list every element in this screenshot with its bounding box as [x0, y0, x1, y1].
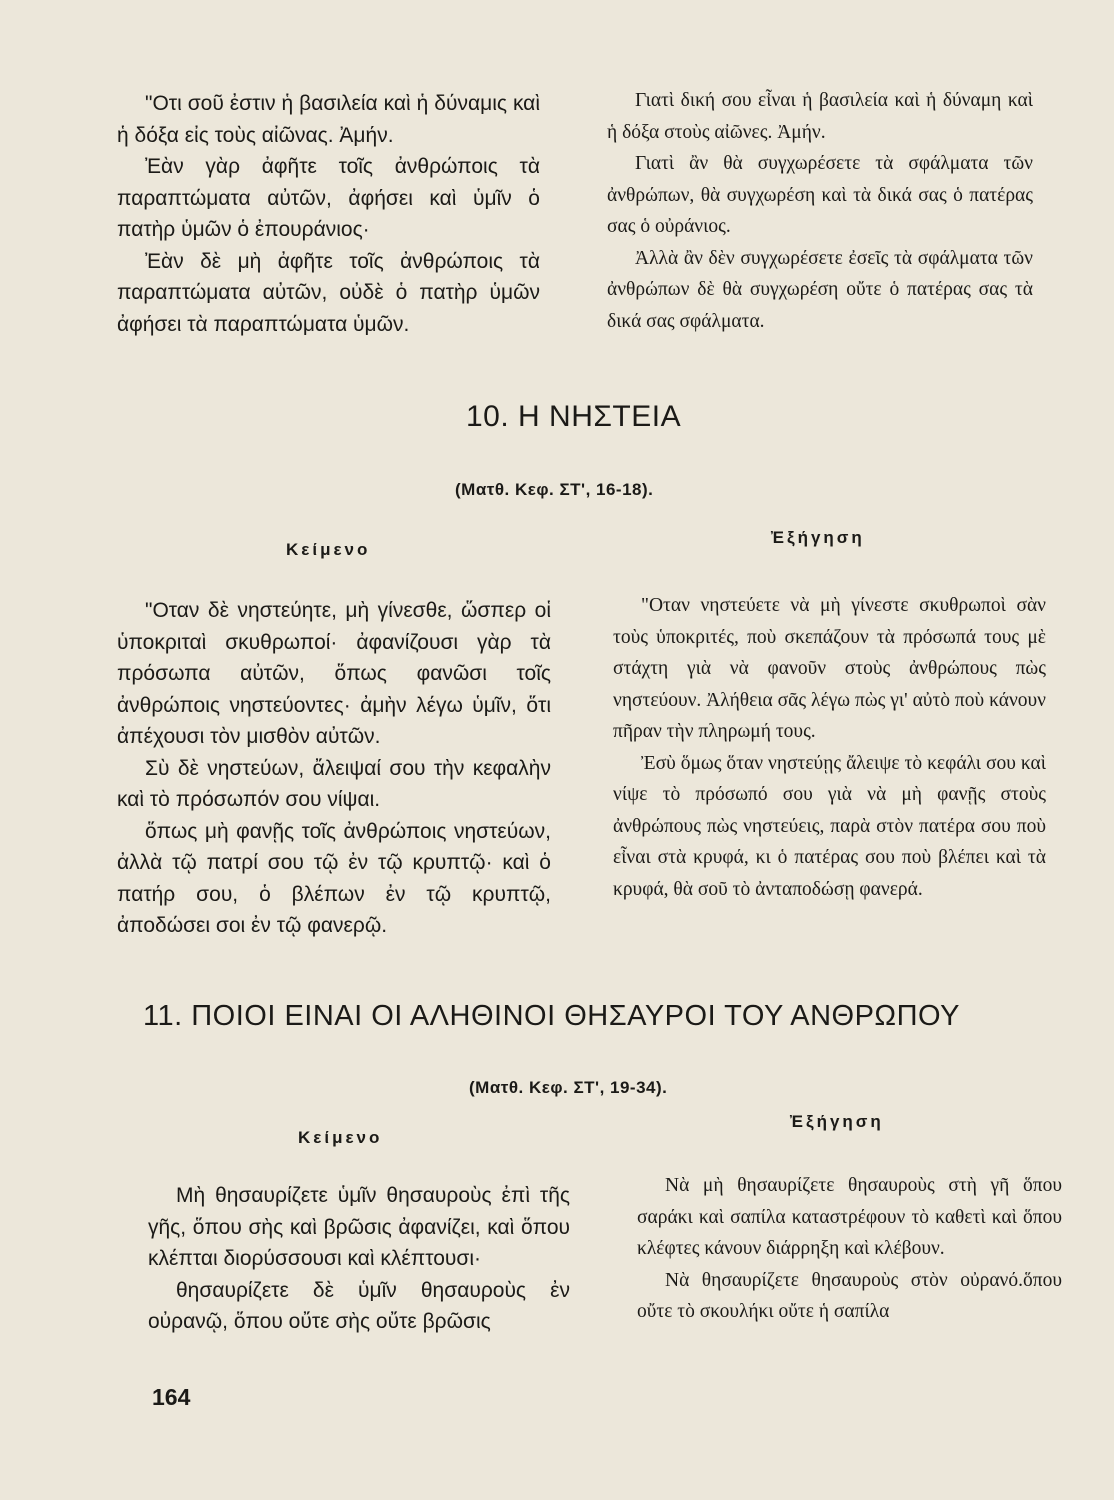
scripture-paragraph: "Οτι σοῦ ἐστιν ἡ βασιλεία καὶ ἡ δύναμις καὶ ἡ δόξα εἰς τοὺς αἰῶνας. Ἀμήν.	[117, 92, 540, 147]
explanation-paragraph: Νὰ θησαυρίζετε θησαυροὺς στὸν οὐρανό.ὅπου οὔτε τὸ σκουλήκι οὔτε ἡ σαπίλα	[637, 1269, 1062, 1322]
scripture-paragraph: ὅπως μὴ φανῇς τοῖς ἀνθρώποις νηστεύων, ἀλλὰ τῷ πατρί σου τῷ ἐν τῷ κρυπτῷ· καὶ ὁ πατήρ σου, ὁ βλέπων ἐν τῷ κρυπτῷ, ἀποδώσει σοι ἐν τῷ φανερῷ.	[117, 819, 551, 937]
scripture-paragraph: Ἐὰν γὰρ ἀφῆτε τοῖς ἀνθρώποις τὰ παραπτώματα αὐτῶν, ἀφήσει καὶ ὑμῖν ὁ πατὴρ ὑμῶν ὁ ἐπουράνιος·	[117, 155, 540, 241]
scripture-paragraph: Μὴ θησαυρίζετε ὑμῖν θησαυροὺς ἐπὶ τῆς γῆς, ὅπου σὴς καὶ βρῶσις ἀφανίζει, καὶ ὅπου κλέπται διορύσσουσι καὶ κλέπτουσι·	[148, 1184, 570, 1270]
scripture-paragraph: Ἐὰν δὲ μὴ ἀφῆτε τοῖς ἀνθρώποις τὰ παραπτώματα αὐτῶν, οὐδὲ ὁ πατὴρ ὑμῶν ἀφήσει τὰ παραπτώματα ὑμῶν.	[117, 249, 540, 336]
scripture-paragraph: θησαυρίζετε δὲ ὑμῖν θησαυροὺς ἐν οὐρανῷ, ὅπου οὔτε σὴς οὔτε βρῶσις	[148, 1278, 570, 1333]
scripture-paragraph: Σὺ δὲ νηστεύων, ἄλειψαί σου τὴν κεφαλὴν καὶ τὸ πρόσωπόν σου νίψαι.	[117, 756, 551, 811]
explanation-paragraph: "Οταν νηστεύετε νὰ μὴ γίνεστε σκυθρωποὶ σὰν τοὺς ὑποκριτές, ποὺ σκεπάζουν τὰ πρόσωπά τους μὲ στάχτη γιὰ νὰ φανοῦν στοὺς ἀνθρώπους πὼς νηστεύουν. Ἀλήθεια σᾶς λέγω πὼς γι' αὐτὸ ποὺ κάνουν πῆραν τὴν πληρωμή τους.	[613, 595, 1046, 742]
explanation-paragraph: Γιατὶ ἂν θὰ συγχωρέσετε τὰ σφάλματα τῶν ἀνθρώπων, θὰ συγχωρέση καὶ τὰ δικά σας ὁ πατέρας σας ὁ οὐράνιος.	[607, 153, 1033, 237]
section-10-heading: 10. Η ΝΗΣΤΕΙΑ	[466, 400, 682, 433]
section-11-explanation-label: Ἐξήγηση	[790, 1112, 884, 1131]
section-11-scripture-column	[148, 1180, 570, 1338]
explanation-paragraph: Νὰ μὴ θησαυρίζετε θησαυροὺς στὴ γῆ ὅπου σαράκι καὶ σαπίλα καταστρέφουν τὸ καθετὶ καὶ ὅπου κλέφτες κάνουν διάρρηξη καὶ κλέβουν.	[637, 1175, 1062, 1259]
page-number: 164	[152, 1384, 191, 1410]
section-11-reference: (Ματθ. Κεφ. ΣΤ', 19-34).	[469, 1078, 668, 1097]
section-10-explanation-column	[613, 590, 1046, 905]
explanation-paragraph: Ἐσὺ ὅμως ὅταν νηστεύῃς ἄλειψε τὸ κεφάλι σου καὶ νίψε τὸ πρόσωπό σου γιὰ νὰ μὴ φανῇς στοὺς ἀνθρώπους πὼς νηστεύεις, παρὰ στὸν πατέρα σου ποὺ εἶναι στὰ κρυφά, κι ὁ πατέρας σου ποὺ βλέπει καὶ τὰ κρυφά, θὰ σοῦ τὸ ἀνταποδώσῃ φανερά.	[613, 752, 1046, 900]
top-explanation-column	[607, 85, 1033, 337]
section-10-explanation-label: Ἐξήγηση	[771, 528, 865, 547]
explanation-paragraph: Ἀλλὰ ἂν δὲν συγχωρέσετε ἐσεῖς τὰ σφάλματα τῶν ἀνθρώπων δὲ θὰ συγχωρέση οὔτε ὁ πατέρας σας τὰ δικά σας σφάλματα.	[607, 247, 1033, 332]
scripture-paragraph: "Οταν δὲ νηστεύητε, μὴ γίνεσθε, ὥσπερ οἱ ὑποκριταὶ σκυθρωποί· ἀφανίζουσι γὰρ τὰ πρόσωπα αὐτῶν, ὅπως φανῶσι τοῖς ἀνθρώποις νηστεύοντες· ἀμὴν λέγω ὑμῖν, ὅτι ἀπέχουσι τὸν μισθὸν αὐτῶν.	[117, 599, 551, 748]
section-10-reference: (Ματθ. Κεφ. ΣΤ', 16-18).	[455, 480, 654, 499]
section-11-text-label: Κείμενο	[298, 1128, 383, 1147]
top-scripture-column	[117, 88, 540, 340]
section-11-heading: 11. ΠΟΙΟΙ ΕΙΝΑΙ ΟΙ ΑΛΗΘΙΝΟΙ ΘΗΣΑΥΡΟΙ ΤΟΥ ΑΝΘΡΩΠΟΥ	[143, 1000, 961, 1032]
explanation-paragraph: Γιατὶ δική σου εἶναι ἡ βασιλεία καὶ ἡ δύναμη καὶ ἡ δόξα στοὺς αἰῶνες. Ἀμήν.	[607, 90, 1033, 143]
section-10-scripture-column	[117, 595, 551, 942]
section-10-text-label: Κείμενο	[286, 540, 371, 559]
section-11-explanation-column	[637, 1170, 1062, 1328]
